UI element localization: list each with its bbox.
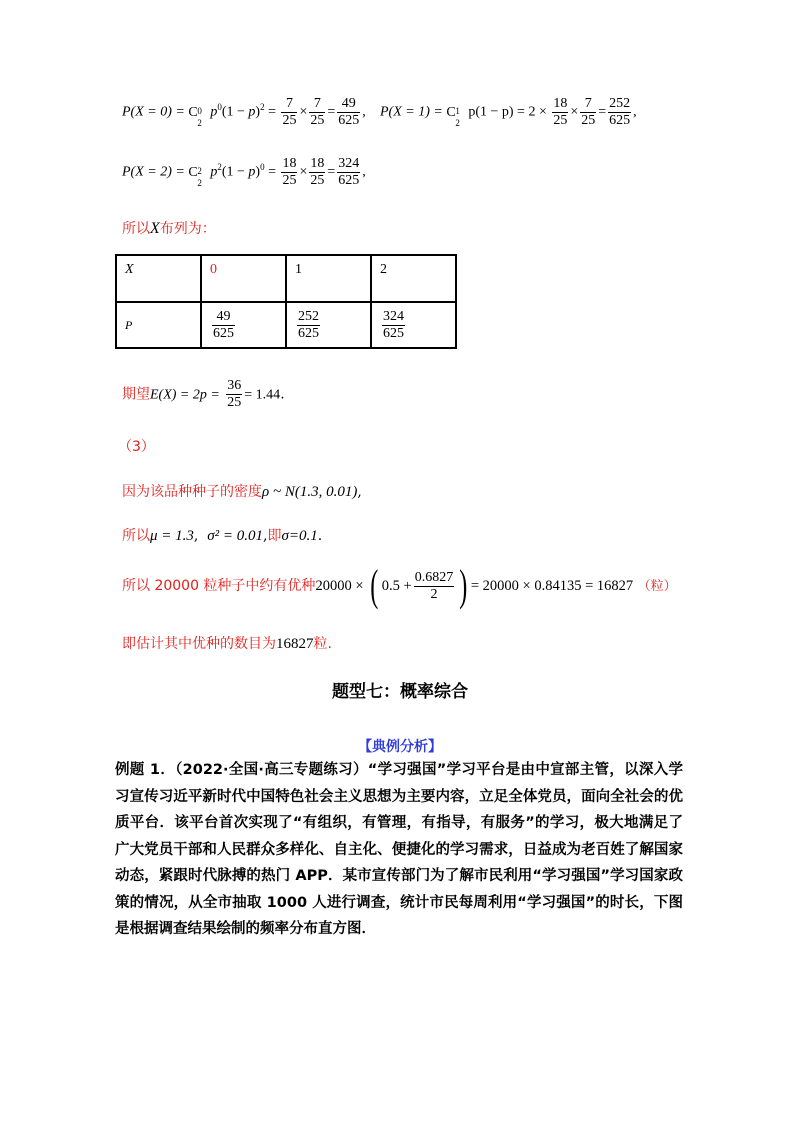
section-subtitle: 【典例分析】 bbox=[358, 739, 442, 755]
table-cell: $\frac{252}{625}$ bbox=[286, 302, 371, 348]
table-cell: 0 bbox=[201, 255, 286, 302]
part3-line3: 所以 20000 粒种子中约有优种20000 × ( 0.5 + $\frac{0.6827}{2}$ ) = 20000 × 0.84135 = 16827 （粒） bbox=[122, 561, 677, 610]
table-cell: $\frac{324}{625}$ bbox=[371, 302, 456, 348]
table-cell: $\frac{49}{625}$ bbox=[201, 302, 286, 348]
formula-p2: P(X = 2) = C 2 2 $p^2(1 - p)^0$ = $\frac{18}{25}$ × $\frac{18}{25}$ = $\frac{324}{625}$ , bbox=[122, 156, 366, 188]
part3-line4: 即估计其中优种的数目为16827粒. bbox=[122, 636, 332, 652]
example-paragraph: 例题 1．（2022·全国·高三专题练习）“学习强国”学习平台是由中宣部主管，以深入学习宣传习近平新时代中国特色社会主义思想为主要内容，立足全体党员，面向全社会的优质平台．该平台首次实现了“有组织，有管理，有指导，有服务”的学习，极大地满足了广大党员干部和人民群众多样化、自主化、便捷化的学习需求，日益成为老百姓了解国家动态，紧跟时代脉搏的热门 APP．某市宣传部门为了解市民利用“学习强国”学习国家政策的情况，从全市抽取 1000 人进行调查，统计市民每周利用“学习强国”的时长，下图是根据调查结果绘制的频率分布直方图． bbox=[115, 762, 683, 937]
part3-line2: 所以μ = 1.3, σ² = 0.01,即σ=0.1. bbox=[122, 528, 323, 544]
table-cell-header: P bbox=[116, 302, 201, 348]
part3-line1: 因为该品种种子的密度ρ ~ N(1.3, 0.01), bbox=[122, 484, 362, 500]
expectation-line: 期望E(X) = 2p = $\frac{36}{25}$ = 1.44. bbox=[122, 378, 285, 410]
table-cell-header: X bbox=[116, 255, 201, 302]
part3-label: （3） bbox=[118, 439, 155, 455]
table-row bbox=[116, 302, 456, 348]
table-cell: 1 bbox=[286, 255, 371, 302]
distribution-table bbox=[115, 254, 457, 349]
formula-p1: P(X = 1) = C 1 2 p(1 − p) = 2 × $\frac{18}{25}$ × $\frac{7}{25}$ = $\frac{252}{625}$ , bbox=[380, 96, 637, 128]
table-row bbox=[116, 255, 456, 302]
distribution-intro: 所以X布列为： bbox=[122, 220, 216, 237]
section-title: 题型七：概率综合 bbox=[332, 682, 468, 702]
table-cell: 2 bbox=[371, 255, 456, 302]
formula-p0: P(X = 0) = C 0 2 $p^0(1 - p)^2$ = $\frac{7}{25}$ × $\frac{7}{25}$ = $\frac{49}{625}$ , bbox=[122, 96, 366, 128]
